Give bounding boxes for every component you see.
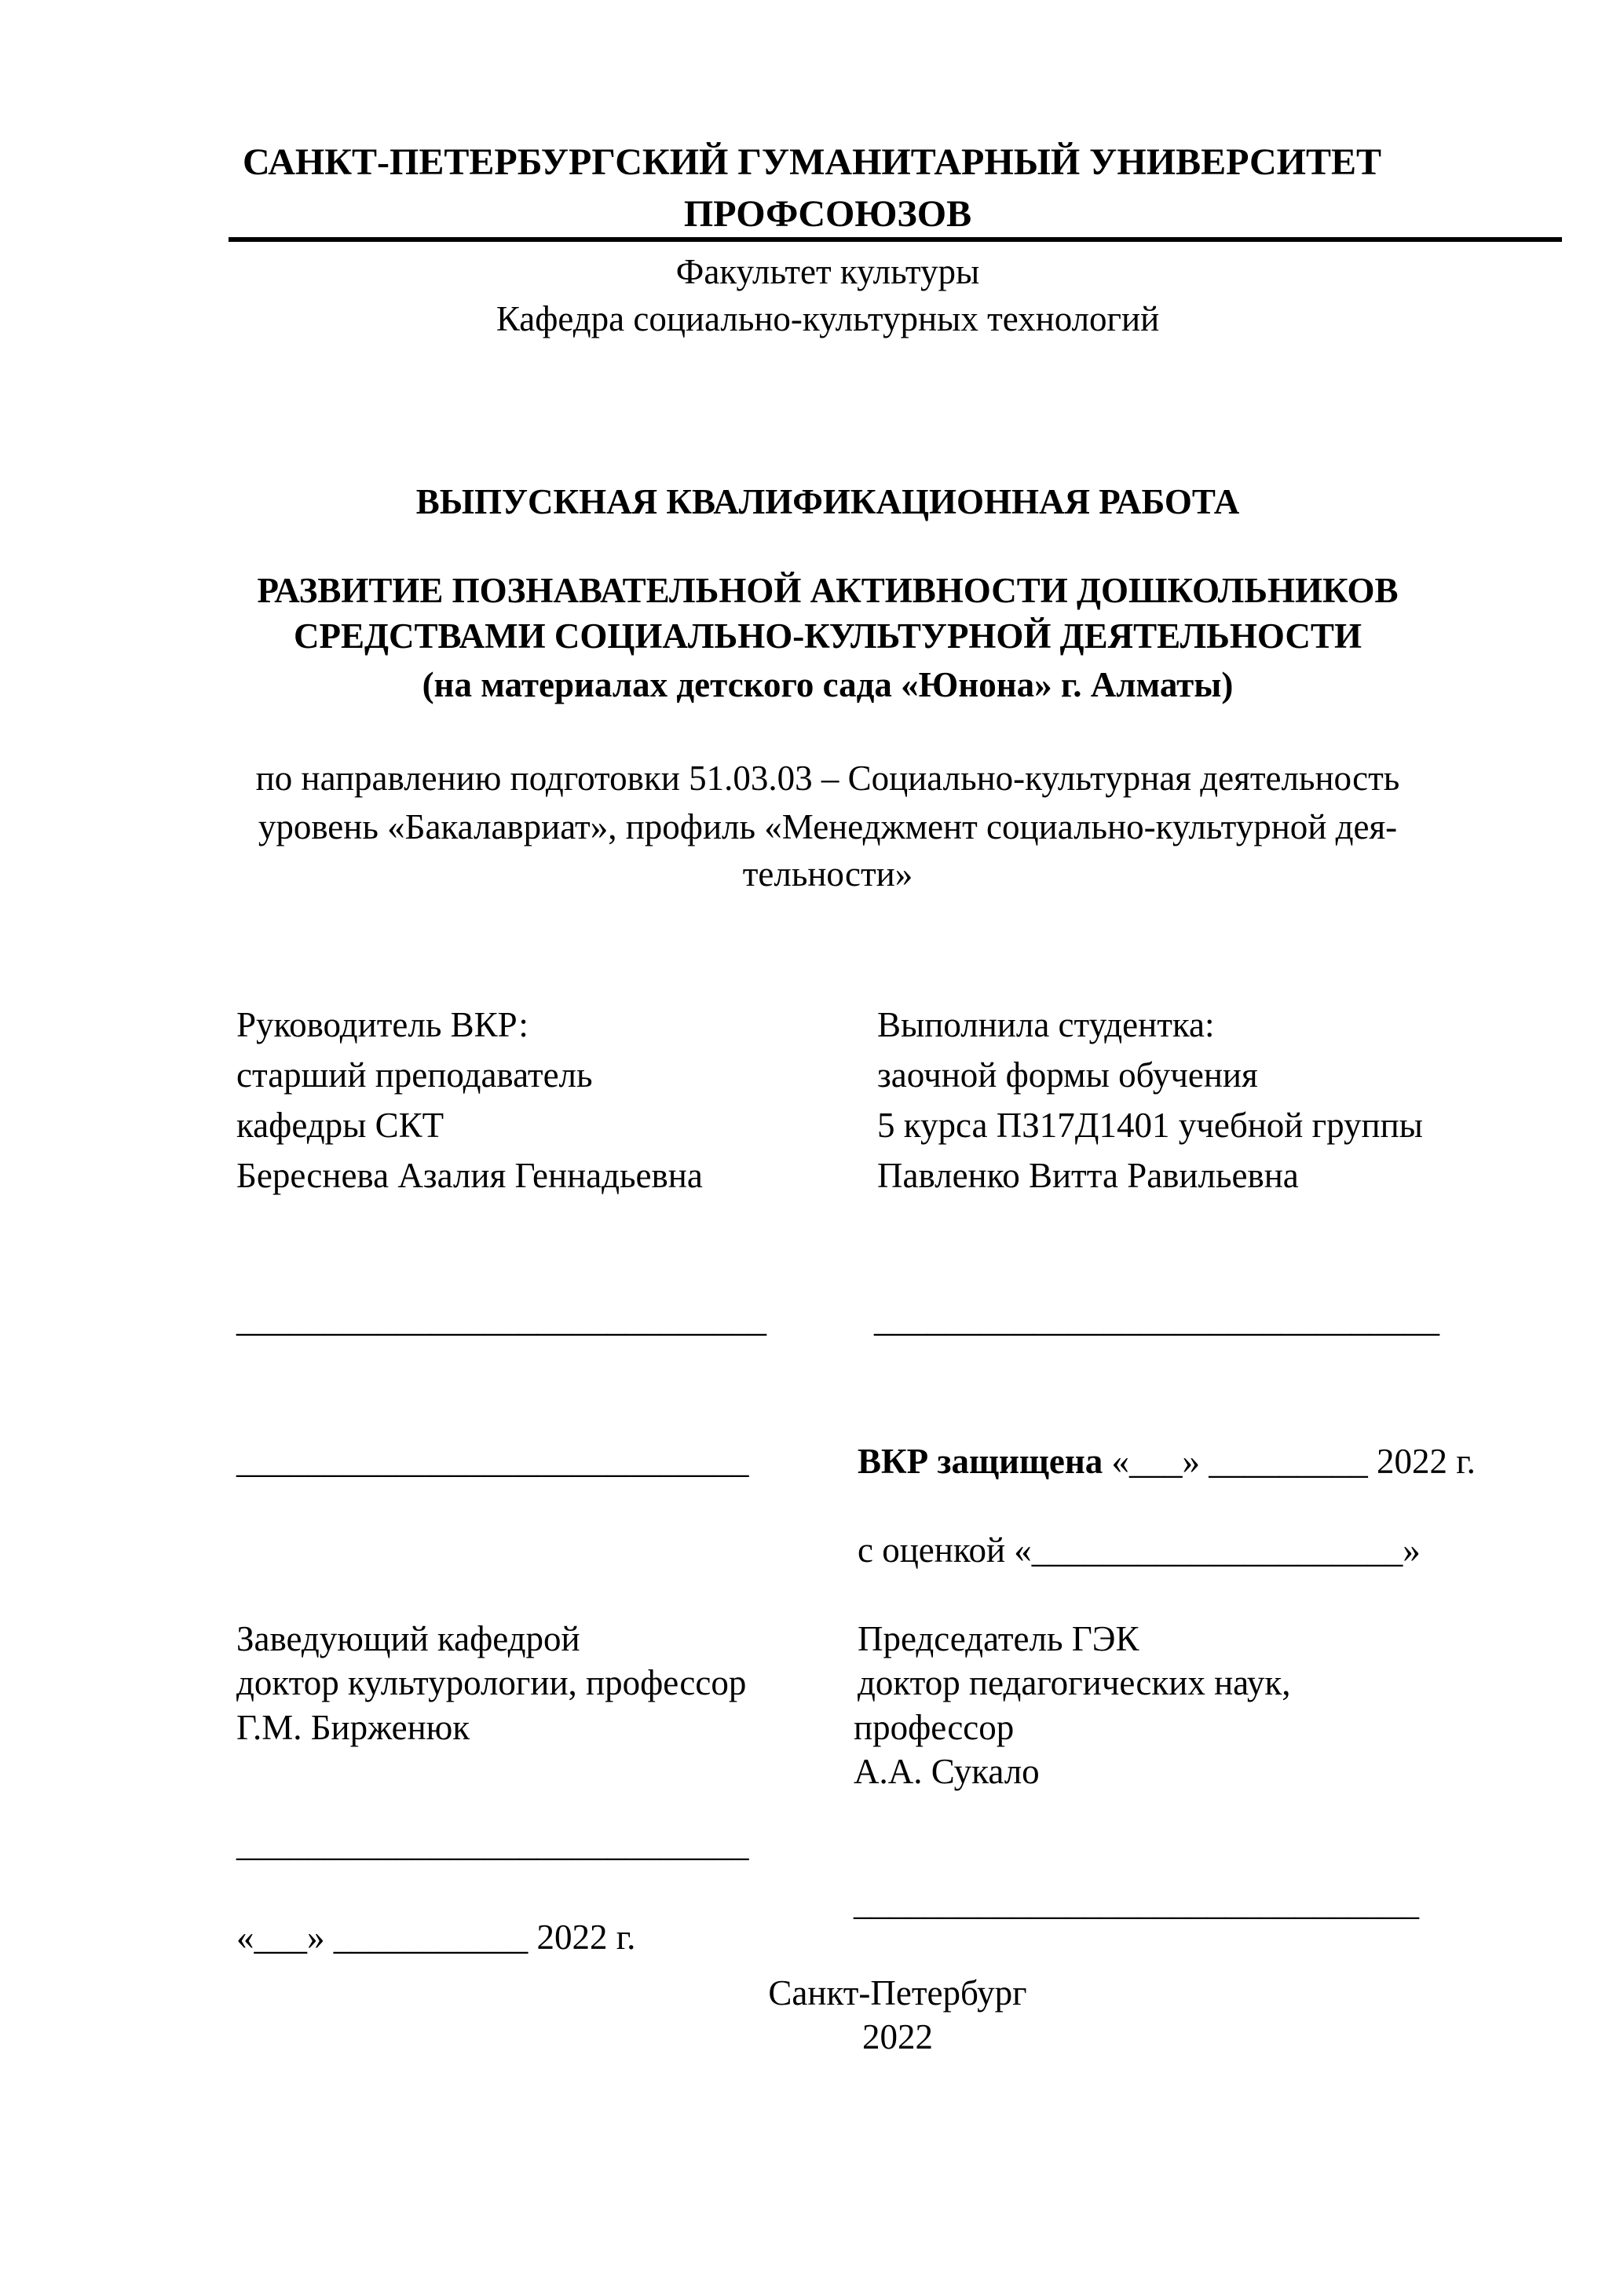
header-rule xyxy=(229,237,1562,242)
student-name: Павленко Витта Равильевна xyxy=(877,1156,1299,1195)
topic-line1: РАЗВИТИЕ ПОЗНАВАТЕЛЬНОЙ АКТИВНОСТИ ДОШКОЛЬНИКОВ xyxy=(257,571,1399,610)
topic-line3: (на материалах детского сада «Юнона» г. Алматы) xyxy=(422,665,1234,704)
head-label: Заведующий кафедрой xyxy=(236,1619,580,1658)
direction-line2: уровень «Бакалавриат», профиль «Менеджмент социально-культурной дея- xyxy=(258,807,1398,846)
supervisor-name: Береснева Азалия Геннадьевна xyxy=(236,1156,703,1195)
student-form: заочной формы обучения xyxy=(877,1055,1258,1095)
defense-left-signature-line: _____________________________ xyxy=(236,1441,749,1480)
defense-date: «___» _________ 2022 г. xyxy=(1111,1442,1476,1481)
supervisor-label: Руководитель ВКР: xyxy=(236,1005,529,1044)
student-signature-line: ________________________________ xyxy=(874,1300,1439,1339)
head-signature-line: _____________________________ xyxy=(236,1824,749,1863)
defense-status xyxy=(858,1438,1476,1485)
head-name: Г.М. Бирженюк xyxy=(236,1708,470,1747)
student-group: 5 курса ПЗ17Д1401 учебной группы xyxy=(877,1106,1423,1145)
supervisor-position: старший преподаватель xyxy=(236,1055,593,1095)
topic-line2: СРЕДСТВАМИ СОЦИАЛЬНО-КУЛЬТУРНОЙ ДЕЯТЕЛЬНОСТИ xyxy=(294,616,1362,656)
supervisor-signature-line: ______________________________ xyxy=(236,1300,766,1339)
faculty: Факультет культуры xyxy=(675,252,980,291)
chair-degree: доктор педагогических наук, xyxy=(858,1663,1291,1702)
head-date: «___» ___________ 2022 г. xyxy=(236,1918,636,1957)
chair-title: профессор xyxy=(854,1708,1015,1747)
supervisor-department: кафедры СКТ xyxy=(236,1106,444,1145)
chair-label: Председатель ГЭК xyxy=(858,1619,1139,1658)
defense-grade: с оценкой «_____________________» xyxy=(858,1530,1421,1570)
chair-signature-line: ________________________________ xyxy=(854,1883,1419,1922)
university-name-line2: ПРОФСОЮЗОВ xyxy=(683,193,972,235)
student-label: Выполнила студентка: xyxy=(877,1005,1215,1044)
direction-line3: тельности» xyxy=(742,854,913,894)
head-degree: доктор культурологии, профессор xyxy=(236,1663,747,1702)
university-name-line1: САНКТ-ПЕТЕРБУРГСКИЙ ГУМАНИТАРНЫЙ УНИВЕРСИТЕТ xyxy=(242,141,1382,183)
year: 2022 xyxy=(862,2017,933,2057)
work-type: ВЫПУСКНАЯ КВАЛИФИКАЦИОННАЯ РАБОТА xyxy=(415,482,1240,521)
defense-label: ВКР защищена xyxy=(858,1442,1103,1481)
chair-name: А.А. Сукало xyxy=(854,1752,1040,1791)
department: Кафедра социально-культурных технологий xyxy=(496,299,1160,338)
direction-line1: по направлению подготовки 51.03.03 – Социально-культурная деятельность xyxy=(255,759,1400,798)
city: Санкт-Петербург xyxy=(768,1973,1027,2013)
